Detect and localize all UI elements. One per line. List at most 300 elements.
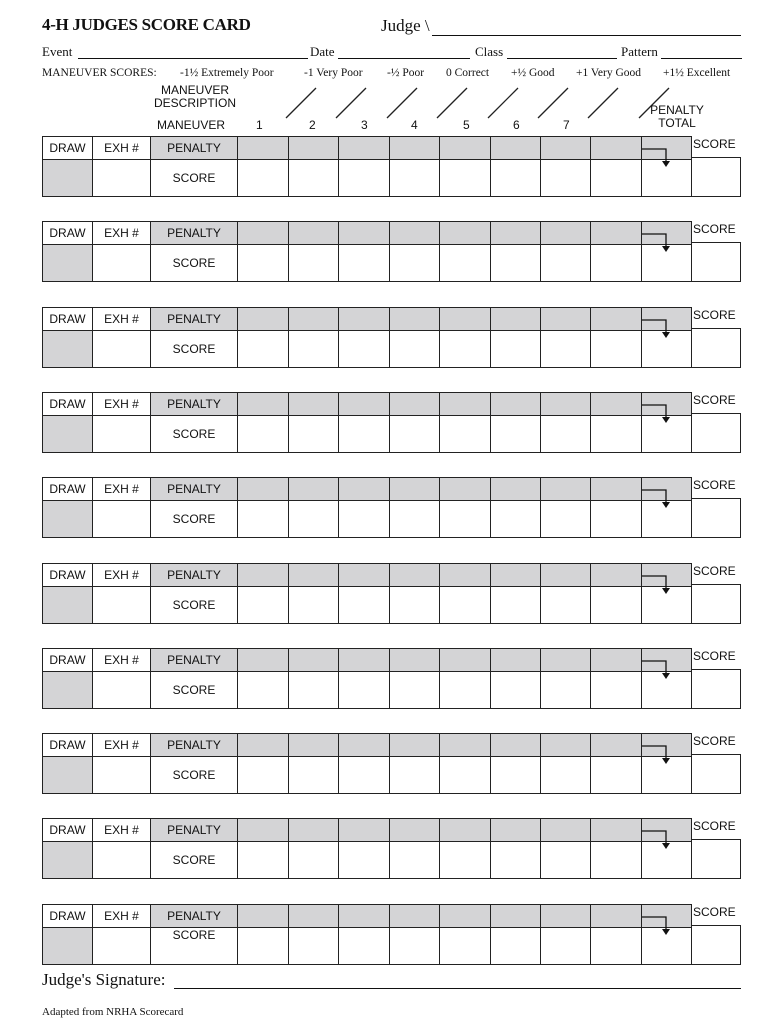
maneuver-score-input[interactable] (490, 500, 541, 538)
penalty-total-header: PENALTY TOTAL (650, 103, 704, 130)
penalty-input[interactable] (288, 221, 339, 245)
maneuver-score-input[interactable] (490, 586, 541, 624)
slash-mark (538, 88, 568, 118)
score-label-cell (150, 927, 238, 965)
penalty-total-cell[interactable] (641, 477, 692, 538)
score-label-cell (150, 500, 238, 538)
maneuver-score-input[interactable] (237, 244, 289, 282)
draw-entry[interactable] (42, 415, 93, 453)
maneuver-score-input[interactable] (490, 244, 541, 282)
final-score-input[interactable] (691, 242, 741, 282)
draw-entry[interactable] (42, 927, 93, 965)
penalty-input[interactable] (540, 904, 591, 928)
maneuver-score-input[interactable] (540, 671, 591, 709)
penalty-input[interactable] (288, 392, 339, 416)
date-label: Date (310, 44, 335, 59)
penalty-input[interactable] (389, 563, 440, 587)
judge-label: Judge \ (381, 16, 430, 35)
final-score-input[interactable] (691, 157, 741, 197)
penalty-input[interactable] (590, 904, 642, 928)
penalty-input[interactable] (590, 733, 642, 757)
score-block (42, 221, 741, 282)
penalty-input[interactable] (338, 733, 390, 757)
final-score-input[interactable] (691, 839, 741, 879)
final-score-input[interactable] (691, 584, 741, 624)
final-score-input[interactable] (691, 925, 741, 965)
penalty-input[interactable] (490, 221, 541, 245)
penalty-input[interactable] (288, 477, 339, 501)
penalty-total-cell[interactable] (641, 733, 692, 794)
penalty-input[interactable] (490, 733, 541, 757)
maneuver-score-input[interactable] (540, 500, 591, 538)
signature-field[interactable] (174, 988, 741, 989)
penalty-input[interactable] (439, 392, 491, 416)
maneuver-score-input[interactable] (237, 927, 289, 965)
score-label-cell (150, 159, 238, 197)
exh-entry[interactable] (92, 927, 151, 965)
credit-text: Adapted from NRHA Scorecard (42, 1006, 184, 1018)
draw-cell-label: DRAW (49, 652, 86, 667)
penalty-input[interactable] (338, 136, 390, 160)
pattern-label: Pattern (621, 44, 658, 59)
maneuver-score-input[interactable] (288, 500, 339, 538)
maneuver-score-input[interactable] (439, 841, 491, 879)
maneuver-score-input[interactable] (540, 159, 591, 197)
maneuver-score-input[interactable] (389, 927, 440, 965)
penalty-input[interactable] (439, 648, 491, 672)
final-score-input[interactable] (691, 754, 741, 794)
class-label: Class (475, 44, 504, 59)
arrow-down-icon (642, 740, 682, 770)
penalty-input[interactable] (490, 307, 541, 331)
maneuver-score-input[interactable] (389, 415, 440, 453)
penalty-total-cell[interactable] (641, 563, 692, 624)
maneuver-score-input[interactable] (590, 244, 642, 282)
exh-cell (92, 221, 151, 245)
score-block (42, 392, 741, 453)
penalty-total-cell[interactable] (641, 818, 692, 879)
maneuver-score-input[interactable] (439, 671, 491, 709)
score-block (42, 904, 741, 965)
exh-cell (92, 477, 151, 501)
penalty-input[interactable] (338, 904, 390, 928)
maneuver-score-input[interactable] (490, 415, 541, 453)
maneuver-score-input[interactable] (338, 415, 390, 453)
penalty-input[interactable] (490, 904, 541, 928)
penalty-label-cell-label: PENALTY (167, 908, 221, 923)
draw-cell (42, 307, 93, 331)
penalty-input[interactable] (338, 648, 390, 672)
final-score-label: SCORE (693, 478, 736, 493)
maneuver-score-input[interactable] (540, 330, 591, 368)
score-block (42, 307, 741, 368)
penalty-total-cell[interactable] (641, 392, 692, 453)
maneuver-score-input[interactable] (389, 671, 440, 709)
maneuver-number: 4 (411, 118, 418, 132)
maneuver-score-input[interactable] (237, 756, 289, 794)
maneuver-score-input[interactable] (389, 330, 440, 368)
exh-cell-label: EXH # (104, 908, 139, 923)
maneuver-score-input[interactable] (590, 330, 642, 368)
maneuver-score-input[interactable] (338, 244, 390, 282)
signature-label: Judge's Signature: (42, 970, 166, 989)
maneuver-score-input[interactable] (338, 927, 390, 965)
score-level: +½ Good (511, 67, 555, 79)
score-label-cell (150, 244, 238, 282)
arrow-down-icon (642, 143, 682, 173)
maneuver-score-input[interactable] (490, 756, 541, 794)
penalty-label-cell (150, 392, 238, 416)
maneuver-score-input[interactable] (590, 841, 642, 879)
penalty-total-cell[interactable] (641, 904, 692, 965)
penalty-total-cell[interactable] (641, 221, 692, 282)
penalty-total-cell[interactable] (641, 648, 692, 709)
slash-mark (488, 88, 518, 118)
draw-cell (42, 392, 93, 416)
draw-cell (42, 648, 93, 672)
maneuver-score-input[interactable] (439, 159, 491, 197)
exh-cell (92, 818, 151, 842)
penalty-input[interactable] (237, 904, 289, 928)
draw-cell (42, 221, 93, 245)
exh-entry[interactable] (92, 244, 151, 282)
penalty-input[interactable] (389, 221, 440, 245)
penalty-input[interactable] (439, 563, 491, 587)
penalty-input[interactable] (288, 904, 339, 928)
maneuver-score-input[interactable] (389, 586, 440, 624)
score-label-cell (150, 756, 238, 794)
penalty-input[interactable] (490, 136, 541, 160)
score-block (42, 136, 741, 197)
maneuver-score-input[interactable] (389, 500, 440, 538)
penalty-label-cell (150, 904, 238, 928)
slash-mark (336, 88, 366, 118)
draw-cell (42, 818, 93, 842)
penalty-label-cell-label: PENALTY (167, 141, 221, 155)
maneuver-score-input[interactable] (237, 330, 289, 368)
final-score-label: SCORE (693, 648, 736, 663)
penalty-input[interactable] (237, 563, 289, 587)
maneuver-score-input[interactable] (288, 586, 339, 624)
maneuver-score-input[interactable] (338, 159, 390, 197)
maneuver-score-input[interactable] (490, 330, 541, 368)
maneuver-score-input[interactable] (540, 756, 591, 794)
maneuver-score-input[interactable] (338, 330, 390, 368)
penalty-input[interactable] (338, 563, 390, 587)
draw-entry[interactable] (42, 159, 93, 197)
score-block (42, 563, 741, 624)
maneuver-score-input[interactable] (590, 927, 642, 965)
draw-entry[interactable] (42, 756, 93, 794)
maneuver-score-input[interactable] (439, 927, 491, 965)
final-score-input[interactable] (691, 669, 741, 709)
penalty-input[interactable] (237, 648, 289, 672)
score-label-cell-label: SCORE (172, 426, 216, 441)
draw-entry[interactable] (42, 500, 93, 538)
penalty-label-cell-label: PENALTY (167, 652, 221, 667)
maneuver-number: 3 (361, 118, 368, 132)
penalty-input[interactable] (288, 136, 339, 160)
penalty-input[interactable] (338, 307, 390, 331)
penalty-input[interactable] (540, 818, 591, 842)
maneuver-score-input[interactable] (288, 244, 339, 282)
maneuver-score-input[interactable] (490, 927, 541, 965)
exh-cell-label: EXH # (104, 482, 139, 497)
penalty-input[interactable] (338, 818, 390, 842)
score-level: -1½ Extremely Poor (180, 67, 274, 79)
penalty-input[interactable] (237, 136, 289, 160)
maneuver-score-input[interactable] (439, 244, 491, 282)
exh-cell-label: EXH # (104, 652, 139, 667)
penalty-input[interactable] (237, 477, 289, 501)
penalty-input[interactable] (288, 818, 339, 842)
draw-entry[interactable] (42, 671, 93, 709)
penalty-label-cell-label: PENALTY (167, 738, 221, 753)
event-label: Event (42, 44, 73, 59)
draw-entry[interactable] (42, 244, 93, 282)
penalty-input[interactable] (590, 307, 642, 331)
maneuver-score-input[interactable] (540, 415, 591, 453)
maneuver-score-input[interactable] (590, 500, 642, 538)
arrow-down-icon (642, 228, 682, 258)
penalty-input[interactable] (288, 733, 339, 757)
exh-cell (92, 733, 151, 757)
maneuver-score-input[interactable] (389, 159, 440, 197)
penalty-input[interactable] (389, 392, 440, 416)
maneuver-score-input[interactable] (288, 927, 339, 965)
penalty-input[interactable] (540, 392, 591, 416)
penalty-input[interactable] (490, 563, 541, 587)
maneuver-score-input[interactable] (439, 415, 491, 453)
maneuver-score-input[interactable] (439, 500, 491, 538)
draw-entry[interactable] (42, 330, 93, 368)
maneuver-score-input[interactable] (288, 841, 339, 879)
penalty-input[interactable] (288, 648, 339, 672)
penalty-input[interactable] (237, 733, 289, 757)
draw-cell (42, 136, 93, 160)
penalty-input[interactable] (439, 904, 491, 928)
maneuver-number: 2 (309, 118, 316, 132)
score-level: -½ Poor (387, 67, 425, 79)
exh-cell (92, 563, 151, 587)
penalty-input[interactable] (590, 477, 642, 501)
penalty-label-cell-label: PENALTY (167, 823, 221, 838)
penalty-input[interactable] (540, 477, 591, 501)
maneuver-score-input[interactable] (288, 756, 339, 794)
draw-cell-label: DRAW (49, 141, 86, 155)
penalty-input[interactable] (288, 307, 339, 331)
penalty-input[interactable] (540, 733, 591, 757)
penalty-label-cell-label: PENALTY (167, 226, 221, 241)
draw-cell-label: DRAW (49, 482, 86, 497)
penalty-input[interactable] (338, 392, 390, 416)
penalty-input[interactable] (338, 221, 390, 245)
penalty-input[interactable] (389, 818, 440, 842)
score-label-cell-label: SCORE (172, 597, 216, 612)
exh-entry[interactable] (92, 159, 151, 197)
arrow-down-icon (642, 399, 682, 429)
penalty-label-cell-label: PENALTY (167, 311, 221, 326)
exh-cell-label: EXH # (104, 823, 139, 838)
draw-cell-label: DRAW (49, 311, 86, 326)
score-label-cell (150, 841, 238, 879)
maneuver-score-input[interactable] (237, 841, 289, 879)
maneuver-score-input[interactable] (288, 159, 339, 197)
penalty-input[interactable] (540, 307, 591, 331)
score-label-cell (150, 415, 238, 453)
maneuver-score-input[interactable] (237, 159, 289, 197)
draw-cell-label: DRAW (49, 823, 86, 838)
exh-entry[interactable] (92, 415, 151, 453)
penalty-total-cell[interactable] (641, 136, 692, 197)
maneuver-score-input[interactable] (540, 586, 591, 624)
penalty-input[interactable] (490, 648, 541, 672)
penalty-input[interactable] (490, 818, 541, 842)
penalty-input[interactable] (338, 477, 390, 501)
exh-entry[interactable] (92, 841, 151, 879)
penalty-input[interactable] (590, 136, 642, 160)
penalty-input[interactable] (590, 392, 642, 416)
maneuver-score-input[interactable] (288, 330, 339, 368)
maneuver-score-input[interactable] (590, 415, 642, 453)
maneuver-score-input[interactable] (590, 671, 642, 709)
maneuver-score-input[interactable] (338, 586, 390, 624)
penalty-label-cell (150, 648, 238, 672)
score-block (42, 648, 741, 709)
exh-entry[interactable] (92, 671, 151, 709)
maneuver-score-input[interactable] (540, 927, 591, 965)
exh-entry[interactable] (92, 756, 151, 794)
maneuver-score-input[interactable] (237, 415, 289, 453)
slash-mark (437, 88, 467, 118)
penalty-input[interactable] (540, 221, 591, 245)
maneuver-header: MANEUVER (157, 118, 226, 132)
penalty-input[interactable] (439, 307, 491, 331)
draw-cell-label: DRAW (49, 226, 86, 241)
maneuver-score-input[interactable] (338, 671, 390, 709)
penalty-total-cell[interactable] (641, 307, 692, 368)
penalty-input[interactable] (490, 477, 541, 501)
penalty-input[interactable] (389, 136, 440, 160)
penalty-input[interactable] (540, 648, 591, 672)
penalty-input[interactable] (590, 221, 642, 245)
penalty-input[interactable] (439, 136, 491, 160)
penalty-input[interactable] (439, 733, 491, 757)
maneuver-score-input[interactable] (389, 841, 440, 879)
penalty-input[interactable] (237, 221, 289, 245)
score-level: +1 Very Good (576, 67, 642, 79)
maneuver-score-input[interactable] (237, 671, 289, 709)
score-label-cell-label: SCORE (172, 256, 216, 271)
maneuver-score-input[interactable] (338, 841, 390, 879)
penalty-label-cell (150, 733, 238, 757)
penalty-input[interactable] (590, 648, 642, 672)
maneuver-score-input[interactable] (288, 415, 339, 453)
penalty-input[interactable] (540, 563, 591, 587)
exh-entry[interactable] (92, 330, 151, 368)
maneuver-number: 6 (513, 118, 520, 132)
arrow-down-icon (642, 570, 682, 600)
score-level: -1 Very Poor (304, 67, 363, 79)
final-score-input[interactable] (691, 328, 741, 368)
draw-cell-label: DRAW (49, 908, 86, 923)
penalty-input[interactable] (490, 392, 541, 416)
exh-entry[interactable] (92, 586, 151, 624)
penalty-label-cell (150, 818, 238, 842)
penalty-input[interactable] (288, 563, 339, 587)
exh-cell-label: EXH # (104, 311, 139, 326)
draw-entry[interactable] (42, 586, 93, 624)
penalty-input[interactable] (237, 818, 289, 842)
final-score-label: SCORE (693, 563, 736, 578)
penalty-input[interactable] (237, 392, 289, 416)
maneuver-score-input[interactable] (439, 586, 491, 624)
penalty-input[interactable] (439, 477, 491, 501)
maneuver-score-input[interactable] (490, 671, 541, 709)
maneuver-score-input[interactable] (389, 244, 440, 282)
penalty-input[interactable] (389, 904, 440, 928)
draw-entry[interactable] (42, 841, 93, 879)
final-score-label: SCORE (693, 904, 736, 919)
penalty-input[interactable] (439, 221, 491, 245)
maneuver-score-input[interactable] (490, 159, 541, 197)
score-block (42, 477, 741, 538)
penalty-label-cell-label: PENALTY (167, 567, 221, 582)
maneuver-score-input[interactable] (590, 586, 642, 624)
penalty-label-cell (150, 221, 238, 245)
penalty-input[interactable] (439, 818, 491, 842)
final-score-input[interactable] (691, 498, 741, 538)
penalty-input[interactable] (590, 563, 642, 587)
penalty-label-cell (150, 563, 238, 587)
penalty-input[interactable] (237, 307, 289, 331)
final-score-label: SCORE (693, 137, 736, 151)
score-label-cell-label: SCORE (172, 341, 216, 356)
maneuver-score-input[interactable] (490, 841, 541, 879)
maneuver-score-input[interactable] (237, 500, 289, 538)
arrow-down-icon (642, 911, 682, 941)
maneuver-score-input[interactable] (439, 330, 491, 368)
score-label-cell-label: SCORE (172, 171, 216, 185)
maneuver-score-input[interactable] (439, 756, 491, 794)
penalty-input[interactable] (389, 307, 440, 331)
maneuver-score-input[interactable] (590, 159, 642, 197)
score-level: +1½ Excellent (663, 67, 731, 79)
maneuver-score-input[interactable] (237, 586, 289, 624)
penalty-input[interactable] (389, 477, 440, 501)
page-title: 4-H JUDGES SCORE CARD (42, 15, 251, 34)
maneuver-score-input[interactable] (338, 756, 390, 794)
final-score-label: SCORE (693, 819, 736, 834)
maneuver-score-input[interactable] (338, 500, 390, 538)
final-score-input[interactable] (691, 413, 741, 453)
penalty-input[interactable] (540, 136, 591, 160)
exh-entry[interactable] (92, 500, 151, 538)
maneuver-score-input[interactable] (288, 671, 339, 709)
penalty-input[interactable] (389, 733, 440, 757)
maneuver-score-input[interactable] (540, 841, 591, 879)
draw-cell-label: DRAW (49, 738, 86, 753)
penalty-label-cell-label: PENALTY (167, 482, 221, 497)
maneuver-score-input[interactable] (540, 244, 591, 282)
maneuver-score-input[interactable] (389, 756, 440, 794)
maneuver-score-input[interactable] (590, 756, 642, 794)
penalty-label-cell (150, 477, 238, 501)
exh-cell (92, 648, 151, 672)
penalty-input[interactable] (389, 648, 440, 672)
penalty-input[interactable] (590, 818, 642, 842)
score-label-cell (150, 330, 238, 368)
